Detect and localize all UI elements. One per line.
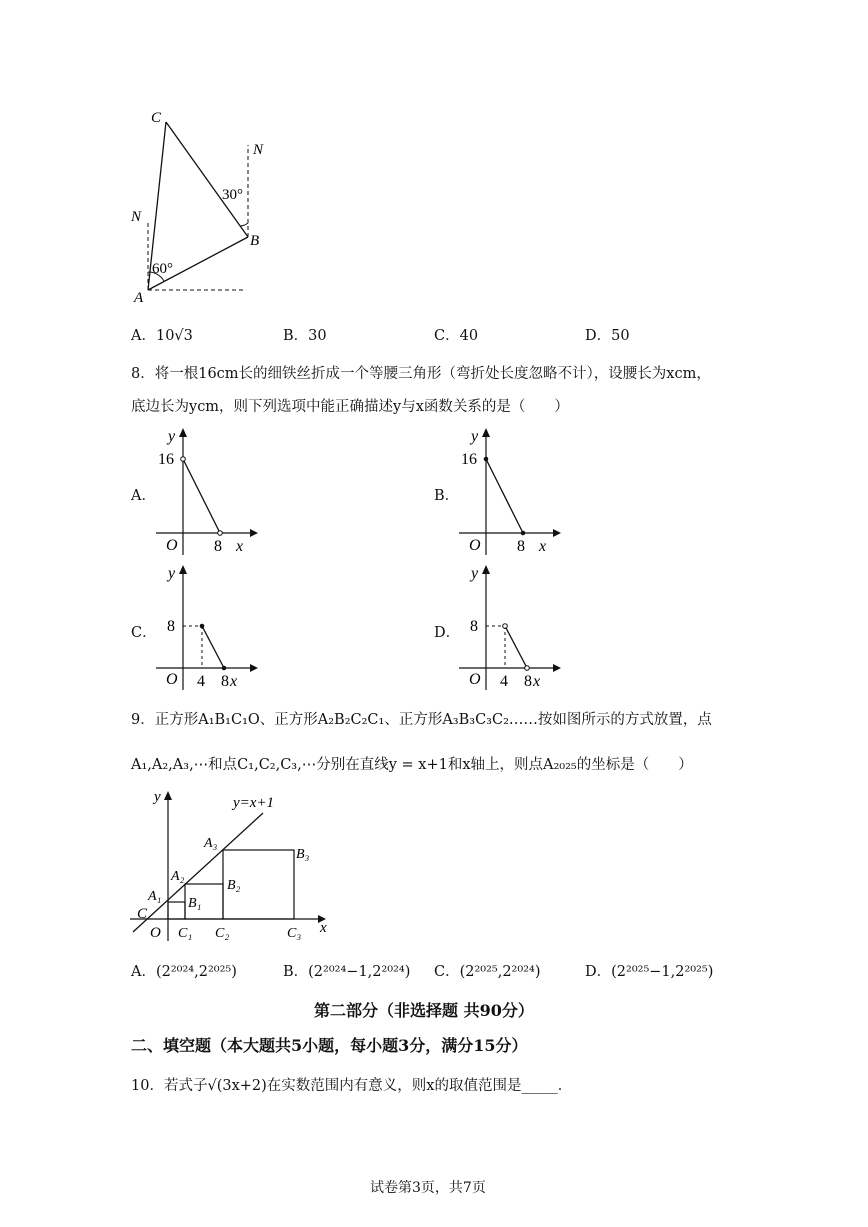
q9-stem-line2: A₁,A₂,A₃,⋯和点C₁,C₂,C₃,⋯分别在直线y = x+1和x轴上，则点A₂₀₂₅的坐标是（ ） — [131, 757, 693, 773]
label-n-left: N — [131, 209, 142, 225]
svg-text:8: 8 — [517, 538, 525, 555]
q9-option-a[interactable]: A．(2²⁰²⁴,2²⁰²⁵) — [131, 964, 237, 980]
svg-text:4: 4 — [197, 673, 205, 690]
svg-text:B₃: B₃ — [296, 847, 310, 862]
part2-title: 第二部分（非选择题 共90分） — [314, 1001, 534, 1020]
q9-option-c[interactable]: C．(2²⁰²⁵,2²⁰²⁴) — [434, 964, 541, 980]
svg-text:O: O — [150, 925, 161, 941]
svg-text:y: y — [471, 428, 479, 445]
line-y-eq-x-plus-1 — [133, 813, 263, 932]
q8-stem-line2: 底边长为ycm，则下列选项中能正确描述y与x函数关系的是（ ） — [131, 399, 569, 415]
solid-point — [200, 624, 205, 629]
side-cb — [166, 122, 248, 237]
label-b: B — [250, 233, 260, 249]
svg-text:A₁: A₁ — [148, 889, 162, 904]
svg-text:B₁: B₁ — [188, 896, 202, 911]
svg-text:8: 8 — [221, 673, 229, 690]
q8-option-b[interactable]: B． — [434, 488, 460, 504]
svg-text:y: y — [471, 565, 479, 582]
label-angle-b: 30° — [222, 187, 243, 203]
label-n-right: N — [253, 142, 264, 158]
svg-text:B₂: B₂ — [227, 878, 241, 893]
svg-text:A₂: A₂ — [171, 869, 185, 884]
solid-point — [222, 666, 227, 671]
q9-option-d[interactable]: D．(2²⁰²⁵−1,2²⁰²⁵) — [585, 964, 714, 980]
q7-triangle-figure — [120, 100, 290, 310]
solid-point — [484, 457, 489, 462]
svg-text:4: 4 — [500, 673, 508, 690]
open-point — [503, 624, 508, 629]
q9-option-b[interactable]: B．(2²⁰²⁴−1,2²⁰²⁴) — [283, 964, 411, 980]
svg-text:y: y — [154, 789, 161, 805]
q8-option-a[interactable]: A． — [131, 488, 156, 504]
svg-text:O: O — [469, 537, 481, 554]
svg-text:C₁: C₁ — [178, 926, 193, 941]
svg-text:x: x — [533, 673, 541, 690]
svg-text:8: 8 — [167, 618, 175, 635]
svg-text:y=x+1: y=x+1 — [233, 795, 275, 811]
section2-title: 二、填空题（本大题共5小题，每小题3分，满分15分） — [131, 1036, 528, 1055]
svg-text:A₃: A₃ — [204, 836, 218, 851]
svg-text:16: 16 — [158, 451, 174, 468]
svg-text:y: y — [168, 565, 176, 582]
svg-text:16: 16 — [461, 451, 477, 468]
svg-text:O: O — [166, 537, 178, 554]
svg-text:x: x — [539, 538, 547, 555]
q9-stem-line1: 9．正方形A₁B₁C₁O、正方形A₂B₂C₂C₁、正方形A₃B₃C₃C₂……按如图所示的方式放置，点 — [131, 712, 712, 728]
svg-text:8: 8 — [470, 618, 478, 635]
square-1 — [168, 902, 185, 919]
q8-graph-a — [150, 425, 260, 560]
open-point — [525, 666, 530, 671]
svg-text:8: 8 — [214, 538, 222, 555]
q8-option-c[interactable]: C． — [131, 625, 157, 641]
svg-text:C: C — [137, 906, 148, 922]
q10-stem: 10．若式子√(3x+2)在实数范围内有意义，则x的取值范围是_____． — [131, 1078, 573, 1094]
svg-text:y: y — [168, 428, 176, 445]
svg-text:O: O — [469, 671, 481, 688]
angle-arc-b — [240, 223, 248, 226]
svg-text:C₃: C₃ — [287, 926, 302, 941]
q8-graph-c — [150, 562, 260, 697]
label-angle-a: 60° — [152, 261, 173, 277]
label-c: C — [151, 110, 162, 126]
svg-text:O: O — [166, 671, 178, 688]
q8-graph-d — [453, 562, 563, 697]
svg-text:C₂: C₂ — [215, 926, 230, 941]
open-point — [181, 457, 186, 462]
q7-option-a[interactable]: A．10√3 — [131, 328, 193, 344]
solid-point — [521, 531, 526, 536]
page-footer: 试卷第3页，共7页 — [370, 1180, 486, 1196]
q7-option-b[interactable]: B．30 — [283, 328, 327, 344]
q9-squares-figure — [130, 786, 345, 946]
q7-option-c[interactable]: C．40 — [434, 328, 479, 344]
q8-graph-b — [453, 425, 563, 560]
svg-text:x: x — [230, 673, 238, 690]
q7-option-d[interactable]: D．50 — [585, 328, 630, 344]
open-point — [218, 531, 223, 536]
svg-text:8: 8 — [524, 673, 532, 690]
q8-option-d[interactable]: D． — [434, 625, 461, 641]
svg-text:x: x — [320, 920, 327, 936]
q8-stem-line1: 8．将一根16cm长的细铁丝折成一个等腰三角形（弯折处长度忽略不计），设腰长为xcm， — [131, 366, 711, 382]
svg-text:x: x — [236, 538, 244, 555]
label-a: A — [134, 290, 144, 306]
